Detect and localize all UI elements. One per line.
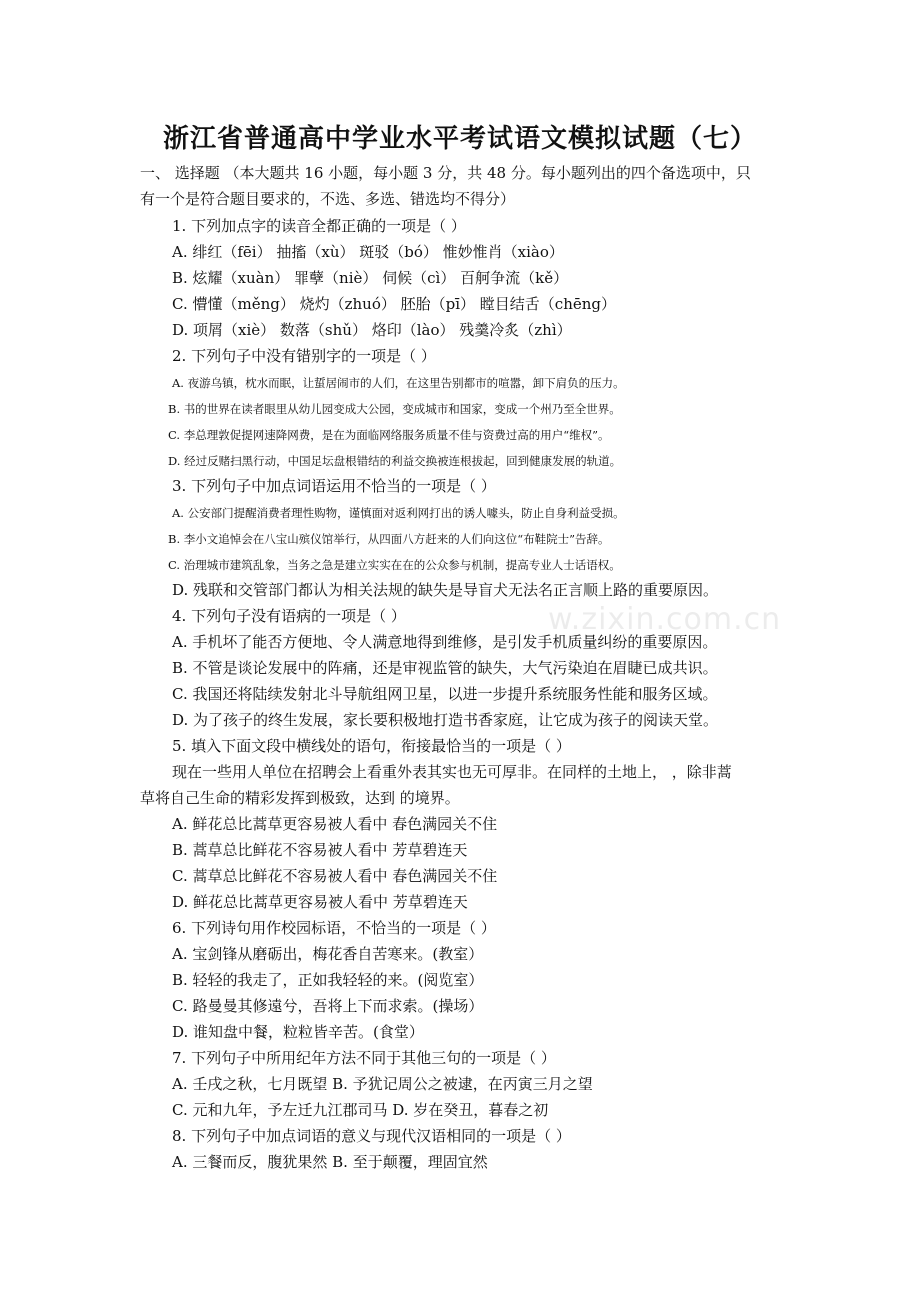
question-5: 5. 填入下面文段中横线处的语句，衔接最恰当的一项是（ ）: [172, 737, 571, 755]
section-heading: 一、 选择题 （本大题共 16 小题，每小题 3 分，共 48 分。每小题列出的四个备选项中，只: [140, 164, 751, 182]
question-6-option-c: C. 路曼曼其修遠兮，吾将上下而求索。(操场）: [172, 997, 484, 1015]
question-6: 6. 下列诗句用作校园标语，不恰当的一项是（ ）: [172, 919, 496, 937]
question-5-option-c: C. 蒿草总比鲜花不容易被人看中 春色满园关不住: [172, 867, 498, 885]
question-2-option-b: B. 书的世界在读者眼里从幼儿园变成大公园，变成城市和国家，变成一个州乃至全世界。: [168, 402, 621, 416]
question-3-option-c: C. 治理城市建筑乱象，当务之急是建立实实在在的公众参与机制，提高专业人士话语权。: [168, 558, 621, 572]
page-title: 浙江省普通高中学业水平考试语文模拟试题（七）: [162, 124, 757, 154]
question-5-option-d: D. 鲜花总比蒿草更容易被人看中 芳草碧连天: [172, 893, 468, 911]
question-3-option-b: B. 李小文追悼会在八宝山殡仪馆举行，从四面八方赶来的人们向这位“布鞋院士”告辞。: [168, 532, 610, 546]
question-6-option-a: A. 宝剑锋从磨砺出，梅花香自苦寒来。(教室）: [172, 945, 484, 963]
question-2-option-d: D. 经过反赌扫黑行动，中国足坛盘根错结的利益交换被连根拔起，回到健康发展的轨道。: [168, 454, 622, 468]
question-6-option-b: B. 轻轻的我走了，正如我轻轻的来。(阅览室）: [172, 971, 484, 989]
question-1-option-d: D. 项屑（xiè） 数落（shǔ） 烙印（lào） 残羹冷炙（zhì）: [172, 321, 572, 339]
question-1: 1. 下列加点字的读音全都正确的一项是（ ）: [172, 217, 466, 235]
section-heading-cont: 有一个是符合题目要求的，不选、多选、错选均不得分）: [140, 190, 516, 208]
question-1-option-b: B. 炫耀（xuàn） 罪孽（niè） 伺候（cì） 百舸争流（kě）: [172, 269, 569, 287]
question-1-option-c: C. 懵懂（měng） 烧灼（zhuó） 胚胎（pī） 瞠目结舌（chēng）: [172, 295, 617, 313]
question-7-options-cd: C. 元和九年，予左迁九江郡司马 D. 岁在癸丑，暮春之初: [172, 1101, 549, 1119]
question-4-option-c: C. 我国还将陆续发射北斗导航组网卫星，以进一步提升系统服务性能和服务区域。: [172, 685, 718, 703]
question-5-passage: 现在一些用人单位在招聘会上看重外表其实也无可厚非。在同样的土地上， ，除非蒿: [172, 763, 732, 781]
watermark-text: w.zixin.com.cn: [548, 602, 782, 637]
question-7-options-ab: A. 壬戌之秋，七月既望 B. 予犹记周公之被逮，在丙寅三月之望: [172, 1075, 593, 1093]
question-3: 3. 下列句子中加点词语运用不恰当的一项是（ ）: [172, 477, 496, 495]
question-2: 2. 下列句子中没有错别字的一项是（ ）: [172, 347, 436, 365]
question-5-option-b: B. 蒿草总比鲜花不容易被人看中 芳草碧连天: [172, 841, 468, 859]
question-4-option-b: B. 不管是谈论发展中的阵痛，还是审视监管的缺失，大气污染迫在眉睫已成共识。: [172, 659, 718, 677]
question-3-option-d: D. 残联和交管部门都认为相关法规的缺失是导盲犬无法名正言顺上路的重要原因。: [172, 581, 719, 599]
question-4-option-a: A. 手机坏了能否方便地、令人满意地得到维修，是引发手机质量纠纷的重要原因。: [172, 633, 718, 651]
question-7: 7. 下列句子中所用纪年方法不同于其他三句的一项是（ ）: [172, 1049, 556, 1067]
question-5-option-a: A. 鲜花总比蒿草更容易被人看中 春色满园关不住: [172, 815, 498, 833]
question-2-option-a: A. 夜游乌镇，枕水而眠，让蜇居闹市的人们，在这里告别都市的喧嚣，卸下肩负的压力。: [172, 376, 625, 390]
question-3-option-a: A. 公安部门提醒消费者理性购物，谨慎面对返利网打出的诱人噱头，防止自身利益受损。: [172, 506, 625, 520]
question-4-option-d: D. 为了孩子的终生发展，家长要积极地打造书香家庭，让它成为孩子的阅读天堂。: [172, 711, 719, 729]
question-5-passage-cont: 草将自己生命的精彩发挥到极致，达到 的境界。: [140, 789, 460, 807]
question-8-options-ab: A. 三餐而反，腹犹果然 B. 至于颠覆，理固宜然: [172, 1153, 488, 1171]
question-4: 4. 下列句子没有语病的一项是（ ）: [172, 607, 406, 625]
question-1-option-a: A. 绯红（fēi） 抽搐（xù） 斑驳（bó） 惟妙惟肖（xiào）: [172, 243, 564, 261]
question-6-option-d: D. 谁知盘中餐，粒粒皆辛苦。(食堂）: [172, 1023, 424, 1041]
question-2-option-c: C. 李总理敦促提网速降网费，是在为面临网络服务质量不佳与资费过高的用户“维权”。: [168, 428, 610, 442]
question-8: 8. 下列句子中加点词语的意义与现代汉语相同的一项是（ ）: [172, 1127, 571, 1145]
